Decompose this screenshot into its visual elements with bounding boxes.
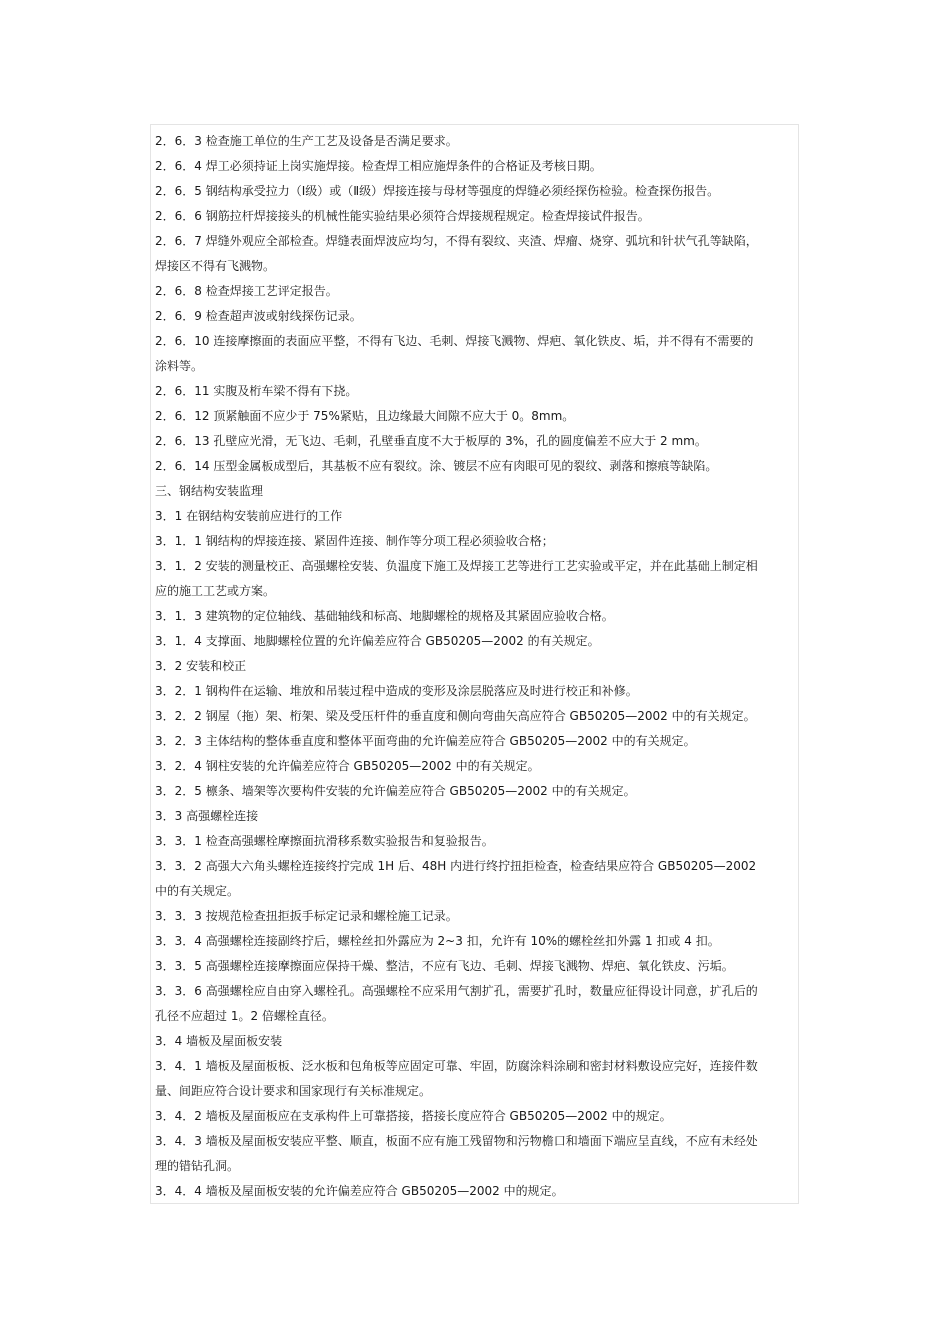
text-line: 3．3．6 高强螺栓应自由穿入螺栓孔。高强螺栓不应采用气割扩孔，需要扩孔时，数量应征得设计同意，扩孔后的: [155, 984, 758, 998]
text-line: 3．4．3 墙板及屋面板安装应平整、顺直，板面不应有施工残留物和污物檐口和墙面下端应呈直线，不应有未经处: [155, 1134, 758, 1148]
subsection-heading: 3．1 在钢结构安装前应进行的工作: [155, 509, 343, 523]
text-line: 3．2．5 檩条、墙架等次要构件安装的允许偏差应符合 GB50205—2002 中的有关规定。: [155, 784, 636, 798]
text-line: 2．6．13 孔壁应光滑，无飞边、毛刺，孔壁垂直度不大于板厚的 3%，孔的圆度偏差不应大于 2 mm。: [155, 434, 707, 448]
text-line: 2．6．8 检查焊接工艺评定报告。: [155, 284, 338, 298]
section-heading: 三、钢结构安装监理: [155, 484, 264, 498]
text-line: 2．6．10 连接摩擦面的表面应平整，不得有飞边、毛刺、焊接飞溅物、焊疤、氧化铁皮、垢，并不得有不需要的: [155, 334, 754, 348]
text-line: 3．2．4 钢柱安装的允许偏差应符合 GB50205—2002 中的有关规定。: [155, 759, 540, 773]
text-line: 2．6．6 钢筋拉杆焊接接头的机械性能实验结果必须符合焊接规程规定。检查焊接试件报告。: [155, 209, 650, 223]
text-line: 应的施工工艺或方案。: [155, 584, 276, 598]
text-line: 2．6．3 检查施工单位的生产工艺及设备是否满足要求。: [155, 134, 458, 148]
text-line: 3．3．3 按规范检查扭拒扳手标定记录和螺栓施工记录。: [155, 909, 458, 923]
document-body: [155, 129, 795, 1204]
text-line: 3．1．1 钢结构的焊接连接、紧固件连接、制作等分项工程必须验收合格；: [155, 534, 554, 548]
text-line: 3．3．5 高强螺栓连接摩擦面应保持干燥、整洁，不应有飞边、毛刺、焊接飞溅物、焊疤、氧化铁皮、污垢。: [155, 959, 734, 973]
text-line: 3．1．4 支撑面、地脚螺栓位置的允许偏差应符合 GB50205—2002 的有关规定。: [155, 634, 600, 648]
text-line: 2．6．9 检查超声波或射线探伤记录。: [155, 309, 362, 323]
subsection-heading: 3．2 安装和校正: [155, 659, 247, 673]
text-line: 3．2．1 钢构件在运输、堆放和吊装过程中造成的变形及涂层脱落应及时进行校正和补修。: [155, 684, 638, 698]
subsection-heading: 3．3 高强螺栓连接: [155, 809, 259, 823]
text-line: 2．6．7 焊缝外观应全部检查。焊缝表面焊波应均匀，不得有裂纹、夹渣、焊瘤、烧穿、弧坑和针状气孔等缺陷，: [155, 234, 758, 248]
text-line: 2．6．4 焊工必须持证上岗实施焊接。检查焊工相应施焊条件的合格证及考核日期。: [155, 159, 602, 173]
text-line: 3．2．3 主体结构的整体垂直度和整体平面弯曲的允许偏差应符合 GB50205—2002 中的有关规定。: [155, 734, 696, 748]
text-line: 理的错钻孔洞。: [155, 1159, 240, 1173]
text-line: 2．6．14 压型金属板成型后，其基板不应有裂纹。涂、镀层不应有肉眼可见的裂纹、剥落和擦痕等缺陷。: [155, 459, 718, 473]
text-line: 量、间距应符合设计要求和国家现行有关标准规定。: [155, 1084, 432, 1098]
text-line: 3．3．4 高强螺栓连接副终拧后，螺栓丝扣外露应为 2~3 扣，允许有 10%的螺栓丝扣外露 1 扣或 4 扣。: [155, 934, 720, 948]
text-line: 涂料等。: [155, 359, 204, 373]
text-line: 2．6．12 顶紧触面不应少于 75%紧贴，且边缘最大间隙不应大于 0。8mm。: [155, 409, 575, 423]
text-line: 3．4．2 墙板及屋面板应在支承构件上可靠搭接，搭接长度应符合 GB50205—2002 中的规定。: [155, 1109, 672, 1123]
text-line: 中的有关规定。: [155, 884, 240, 898]
text-line: 3．3．2 高强大六角头螺栓连接终拧完成 1H 后、48H 内进行终拧扭拒检查，检查结果应符合 GB50205—2002: [155, 859, 757, 873]
text-line: 2．6．5 钢结构承受拉力（Ⅰ级）或（Ⅱ级）焊接连接与母材等强度的焊缝必须经探伤检验。检查探伤报告。: [155, 184, 720, 198]
text-line: 孔径不应超过 1。2 倍螺栓直径。: [155, 1009, 334, 1023]
text-line: 3．4．1 墙板及屋面板板、泛水板和包角板等应固定可靠、牢固，防腐涂料涂刷和密封材料敷设应完好，连接件数: [155, 1059, 758, 1073]
text-line: 焊接区不得有飞溅物。: [155, 259, 276, 273]
text-line: 3．4．4 墙板及屋面板安装的允许偏差应符合 GB50205—2002 中的规定。: [155, 1184, 564, 1198]
text-line: 3．1．3 建筑物的定位轴线、基础轴线和标高、地脚螺栓的规格及其紧固应验收合格。: [155, 609, 614, 623]
text-line: 3．1．2 安装的测量校正、高强螺栓安装、负温度下施工及焊接工艺等进行工艺实验或平定，并在此基础上制定相: [155, 559, 758, 573]
text-line: 3．2．2 钢屋（拖）架、桁架、梁及受压杆件的垂直度和侧向弯曲矢高应符合 GB50205—2002 中的有关规定。: [155, 709, 756, 723]
text-line: 3．3．1 检查高强螺栓摩擦面抗滑移系数实验报告和复验报告。: [155, 834, 494, 848]
text-line: 2．6．11 实腹及桁车梁不得有下挠。: [155, 384, 358, 398]
subsection-heading: 3．4 墙板及屋面板安装: [155, 1034, 283, 1048]
